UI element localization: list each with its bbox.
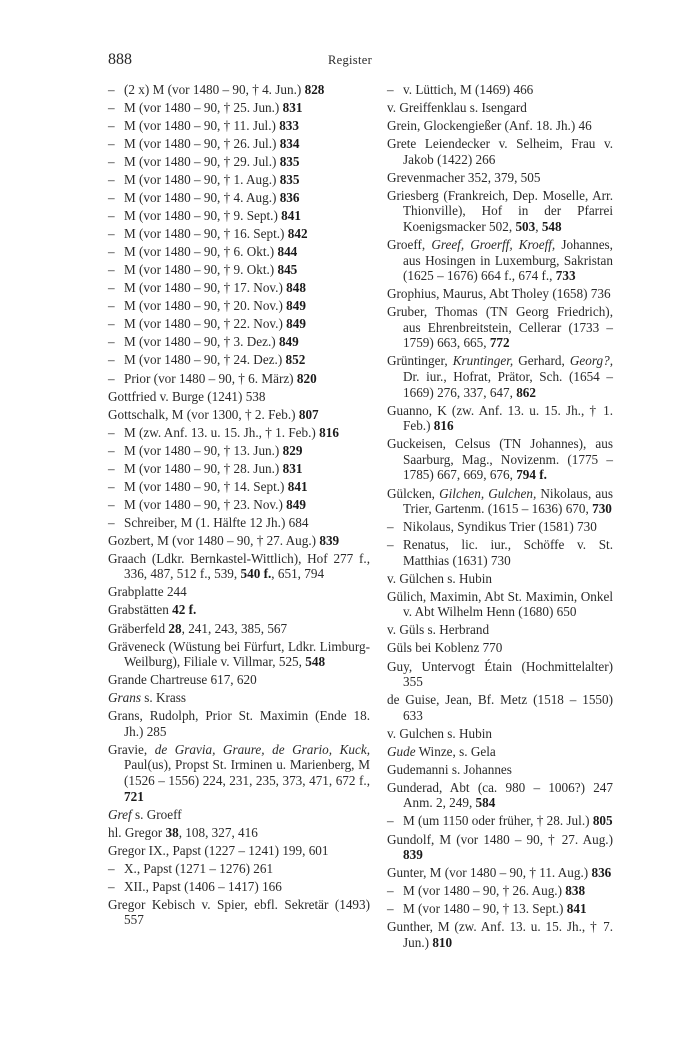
entry-text: v. Lüttich, M (1469) 466 (403, 82, 534, 97)
entry-text: s. Groeff (131, 806, 182, 822)
page-ref-bold: 733 (555, 268, 576, 284)
subentry-dash: – (108, 878, 115, 894)
index-subentry (108, 425, 370, 441)
entry-text: hl. Gregor (108, 824, 166, 840)
page-ref-bold: 836 (591, 865, 612, 881)
index-entry (108, 584, 370, 600)
page-ref-bold: 816 (319, 424, 339, 440)
entry-text: Gundolf, M (vor 1480 – 90, † 27. Aug.) (387, 831, 613, 847)
index-entry (387, 919, 613, 950)
entry-text: Gottfried v. Burge (1241) 538 (108, 388, 266, 404)
entry-text: Gerhard, (513, 353, 570, 369)
page-ref-bold: 816 (433, 418, 454, 434)
index-subentry (108, 479, 370, 495)
index-subentry (108, 371, 370, 387)
entry-text: Nikolaus, aus Trier, Gartenm. (1615 – 1636) 670, (403, 485, 613, 517)
page-ref-bold: 848 (286, 280, 306, 296)
page-ref-bold: 841 (287, 478, 308, 494)
index-subentry (108, 497, 370, 513)
entry-text: M (um 1150 oder früher, † 28. Jul.) (403, 813, 593, 829)
page-ref-bold: 852 (285, 352, 306, 368)
index-entry (108, 897, 370, 928)
entry-text: Gräveneck (Wüstung bei Fürfurt, Ldkr. Limburg-Weilburg), Filiale v. Villmar, 525, (108, 638, 370, 670)
page-ref-bold: 730 (592, 501, 612, 517)
index-entry (387, 659, 613, 690)
entry-text: (2 x) M (vor 1480 – 90, † 4. Jun.) (124, 82, 305, 97)
index-subentry (108, 298, 370, 314)
page-ref-bold: 842 (287, 226, 308, 242)
index-entry (387, 486, 613, 517)
index-subentry (387, 901, 613, 917)
page-ref-bold: 833 (279, 118, 299, 134)
variant-name: Gilchen, Gulchen, (439, 485, 537, 501)
entry-text: M (vor 1480 – 90, † 26. Jul.) (124, 136, 280, 152)
index-entry (108, 843, 370, 859)
subentry-dash: – (108, 298, 115, 314)
index-entry (387, 865, 613, 881)
entry-text: Paul(us), Propst St. Irminen u. Marienberg, M (1526 – 1556) 224, 231, 235, 373, 471, 672 f., (124, 757, 370, 789)
index-entry (387, 692, 613, 723)
entry-text: M (vor 1480 – 90, † 28. Jun.) (124, 460, 283, 476)
page-ref-bold: 838 (565, 883, 586, 899)
entry-text: Grabplatte 244 (108, 584, 187, 600)
index-entry (387, 571, 613, 587)
index-subentry (108, 352, 370, 368)
entry-text: M (vor 1480 – 90, † 1. Aug.) (124, 172, 280, 188)
entry-text: Schreiber, M (1. Hälfte 12 Jh.) 684 (124, 514, 309, 530)
entry-text: M (vor 1480 – 90, † 6. Okt.) (124, 244, 278, 260)
subentry-dash: – (108, 370, 115, 386)
entry-text: Gottschalk, M (vor 1300, † 2. Feb.) (108, 406, 299, 422)
entry-text: Prior (vor 1480 – 90, † 6. März) (124, 370, 297, 386)
index-entry (108, 742, 370, 804)
page-ref-bold: 844 (277, 244, 298, 260)
entry-text: M (vor 1480 – 90, † 25. Jun.) (124, 100, 283, 116)
entry-text: Griesberg (Frankreich, Dep. Moselle, Arr. Thionville), Hof in der Pfarrei Koenigsmacker 502, (387, 187, 613, 234)
subentry-dash: – (108, 442, 115, 458)
index-subentry (108, 861, 370, 877)
index-subentry (108, 136, 370, 152)
index-entry (387, 237, 613, 284)
subentry-dash: – (108, 100, 115, 116)
subentry-dash: – (387, 537, 394, 553)
entry-text: Grevenmacher 352, 379, 505 (387, 169, 541, 185)
page-ref-bold: 28 (168, 620, 182, 636)
subentry-dash: – (108, 478, 115, 494)
subentry-dash: – (108, 460, 115, 476)
variant-name: Grans (108, 690, 141, 706)
variant-name: Gref (108, 806, 132, 822)
entry-text: Winze, s. Gela (415, 743, 496, 759)
page-ref-bold: 540 f. (240, 566, 272, 582)
subentry-dash: – (108, 172, 115, 188)
index-subentry (108, 82, 370, 98)
entry-text: Gülcken, (387, 485, 440, 501)
page-ref-bold: 849 (286, 496, 306, 512)
index-entry (108, 533, 370, 549)
subentry-dash: – (108, 280, 115, 296)
index-entry (108, 602, 370, 618)
page-ref-bold: 584 (475, 795, 496, 811)
index-subentry (108, 461, 370, 477)
subentry-dash: – (108, 154, 115, 170)
entry-text: Grein, Glockengießer (Anf. 18. Jh.) 46 (387, 118, 592, 134)
page-ref-bold: 829 (282, 442, 303, 458)
entry-text: , 651, 794 (271, 566, 325, 582)
index-subentry (108, 226, 370, 242)
page-ref-bold: 772 (489, 335, 510, 351)
entry-text: Dr. iur., Hofrat, Prätor, Sch. (1654 – 1669) 276, 337, 647, (403, 369, 613, 400)
index-entry (387, 744, 613, 760)
entry-text: v. Gülchen s. Hubin (387, 570, 492, 586)
subentry-dash: – (108, 208, 115, 224)
entry-text: Grophius, Maurus, Abt Tholey (1658) 736 (387, 286, 611, 302)
page-ref-bold: 828 (304, 82, 325, 97)
index-subentry (108, 190, 370, 206)
index-subentry (387, 82, 613, 98)
entry-text: Güls bei Koblenz 770 (387, 640, 503, 656)
page-ref-bold: 836 (279, 190, 300, 206)
entry-text: X., Papst (1271 – 1276) 261 (124, 860, 274, 876)
page-ref-bold: 841 (566, 901, 587, 917)
index-entry (108, 807, 370, 823)
entry-text: Gregor Kebisch v. Spier, ebfl. Sekretär (1493) 557 (108, 896, 370, 928)
subentry-dash: – (108, 262, 115, 278)
entry-text: M (vor 1480 – 90, † 9. Okt.) (124, 262, 278, 278)
entry-text: M (vor 1480 – 90, † 20. Nov.) (124, 298, 287, 314)
entry-text: M (vor 1480 – 90, † 4. Aug.) (124, 190, 280, 206)
entry-text: Johannes, aus Hosingen in Luxemburg, Sakristan (1625 – 1676) 664 f., 674 f., (403, 236, 613, 284)
page-ref-bold: 849 (286, 298, 306, 314)
index-entry (387, 762, 613, 778)
entry-text: Gülich, Maximin, Abt St. Maximin, Onkel v. Abt Wilhelm Henn (1680) 650 (387, 588, 613, 620)
entry-text: , (535, 218, 542, 234)
page-ref-bold: 820 (296, 370, 317, 386)
variant-name: Greef, Groerff, Kroeff, (431, 236, 556, 252)
entry-text: Grabstätten (108, 602, 173, 618)
subentry-dash: – (108, 118, 115, 134)
entry-text: Gregor IX., Papst (1227 – 1241) 199, 601 (108, 842, 329, 858)
entry-text: Grüntinger, (387, 353, 453, 369)
entry-text: M (vor 1480 – 90, † 9. Sept.) (124, 208, 282, 224)
entry-text: Guy, Untervogt Étain (Hochmittelalter) 355 (387, 658, 613, 690)
entry-text: M (vor 1480 – 90, † 14. Sept.) (124, 478, 288, 494)
index-entry (108, 639, 370, 670)
index-subentry (108, 443, 370, 459)
entry-text: M (vor 1480 – 90, † 29. Jul.) (124, 154, 280, 170)
entry-text: Gruber, Thomas (TN Georg Friedrich), aus Ehrenbreitstein, Cellerar (1733 – 1759) 663, 665, (387, 304, 613, 351)
index-entry (387, 832, 613, 863)
entry-text: Grete Leiendecker v. Selheim, Frau v. Jakob (1422) 266 (387, 136, 613, 167)
index-subentry (108, 172, 370, 188)
page-ref-bold: 849 (278, 334, 299, 350)
index-subentry (387, 813, 613, 829)
index-entry (108, 621, 370, 637)
index-entry (108, 407, 370, 423)
index-subentry (108, 154, 370, 170)
entry-text: Gravie, (108, 741, 155, 757)
subentry-dash: – (108, 136, 115, 152)
index-entry (108, 389, 370, 405)
index-subentry (108, 515, 370, 531)
entry-text: M (vor 1480 – 90, † 16. Sept.) (124, 226, 288, 242)
page-ref-bold: 548 (305, 654, 326, 670)
entry-text: Gunther, M (zw. Anf. 13. u. 15. Jh., † 7. Jun.) (387, 919, 613, 950)
index-subentry (387, 519, 613, 535)
entry-text: Nikolaus, Syndikus Trier (1581) 730 (403, 519, 597, 535)
page-ref-bold: 805 (592, 813, 613, 829)
index-entry (387, 118, 613, 134)
entry-text: Gozbert, M (vor 1480 – 90, † 27. Aug.) (108, 532, 320, 548)
index-entry (108, 690, 370, 706)
entry-text: Gunter, M (vor 1480 – 90, † 11. Aug.) (387, 865, 592, 881)
entry-text: Graach (Ldkr. Bernkastel-Wittlich), Hof 277 f., 336, 487, 512 f., 539, (108, 550, 370, 582)
page-ref-bold: 839 (403, 847, 423, 863)
entry-text: XII., Papst (1406 – 1417) 166 (124, 878, 282, 894)
entry-text: Gräberfeld (108, 620, 169, 636)
index-subentry (108, 334, 370, 350)
entry-text: Groeff, (387, 236, 432, 252)
subentry-dash: – (387, 813, 394, 829)
index-subentry (108, 100, 370, 116)
entry-text: M (vor 1480 – 90, † 24. Dez.) (124, 352, 286, 368)
index-entry (387, 403, 613, 434)
index-subentry (108, 262, 370, 278)
entry-text: M (vor 1480 – 90, † 26. Aug.) (403, 883, 566, 899)
subentry-dash: – (108, 352, 115, 368)
subentry-dash: – (108, 334, 115, 350)
subentry-dash: – (108, 860, 115, 876)
entry-text: M (vor 1480 – 90, † 23. Nov.) (124, 496, 287, 512)
index-entry (387, 436, 613, 483)
subentry-dash: – (108, 316, 115, 332)
index-column-left (108, 82, 370, 930)
entry-text: Gudemanni s. Johannes (387, 761, 512, 777)
subentry-dash: – (387, 883, 394, 899)
index-subentry (108, 208, 370, 224)
index-entry (108, 825, 370, 841)
entry-text: M (vor 1480 – 90, † 17. Nov.) (124, 280, 287, 296)
subentry-dash: – (108, 226, 115, 242)
index-entry (108, 708, 370, 739)
index-entry (387, 304, 613, 351)
page-ref-bold: 862 (516, 384, 536, 400)
page-ref-bold: 38 (165, 824, 179, 840)
index-subentry (387, 537, 613, 568)
entry-text: M (vor 1480 – 90, † 11. Jul.) (124, 118, 280, 134)
variant-name: de Gravia, Graure, de Grario, Kuck, (154, 741, 370, 757)
subentry-dash: – (108, 514, 115, 530)
subentry-dash: – (387, 82, 394, 97)
entry-text: Renatus, lic. iur., Schöffe v. St. Matthias (1631) 730 (403, 537, 613, 568)
index-entry (387, 589, 613, 620)
index-entry (387, 622, 613, 638)
entry-text: Guckeisen, Celsus (TN Johannes), aus Saarburg, Mag., Novizenm. (1775 – 1785) 667, 669, 676, (387, 436, 613, 483)
index-column-right (387, 82, 613, 953)
subentry-dash: – (387, 519, 394, 535)
entry-text: Gunderad, Abt (ca. 980 – 1006?) 247 Anm. 2, 249, (387, 779, 613, 811)
index-subentry (108, 280, 370, 296)
page-ref-bold: 503 (515, 218, 536, 234)
index-subentry (108, 244, 370, 260)
entry-text: M (vor 1480 – 90, † 3. Dez.) (124, 334, 279, 350)
page-ref-bold: 548 (541, 218, 562, 234)
running-head: Register (327, 53, 373, 67)
entry-text: M (vor 1480 – 90, † 13. Jun.) (124, 442, 283, 458)
page-ref-bold: 794 f. (516, 467, 547, 483)
index-subentry (108, 316, 370, 332)
page-ref-bold: 839 (319, 532, 340, 548)
index-entry (387, 188, 613, 235)
page-number: 888 (108, 51, 132, 68)
subentry-dash: – (108, 190, 115, 206)
subentry-dash: – (108, 244, 115, 260)
index-entry (387, 640, 613, 656)
page-ref-bold: 841 (281, 208, 301, 224)
index-subentry (387, 883, 613, 899)
index-entry (387, 726, 613, 742)
variant-name: Georg?, (569, 353, 613, 369)
page-ref-bold: 849 (286, 316, 306, 332)
page-ref-bold: 834 (279, 136, 300, 152)
entry-text: v. Güls s. Herbrand (387, 622, 490, 638)
variant-name: Gude (387, 743, 416, 759)
page-ref-bold: 831 (282, 100, 303, 116)
index-entry (387, 286, 613, 302)
page-ref-bold: 810 (432, 934, 453, 950)
subentry-dash: – (387, 901, 394, 917)
entry-text: M (vor 1480 – 90, † 22. Nov.) (124, 316, 287, 332)
entry-text: M (vor 1480 – 90, † 13. Sept.) (403, 901, 567, 917)
index-subentry (108, 118, 370, 134)
entry-text: M (zw. Anf. 13. u. 15. Jh., † 1. Feb.) (124, 424, 320, 440)
page-ref-bold: 721 (124, 788, 144, 804)
page-ref-bold: 807 (298, 406, 319, 422)
entry-text: s. Krass (140, 690, 187, 706)
entry-text: de Guise, Jean, Bf. Metz (1518 – 1550) 633 (387, 692, 613, 723)
entry-text: Grande Chartreuse 617, 620 (108, 672, 257, 688)
subentry-dash: – (108, 496, 115, 512)
entry-text: v. Greiffenklau s. Isengard (387, 100, 527, 116)
subentry-dash: – (108, 82, 115, 97)
page-ref-bold: 831 (282, 460, 303, 476)
index-entry (387, 780, 613, 811)
entry-text: Guanno, K (zw. Anf. 13. u. 15. Jh., † 1. Feb.) (387, 402, 613, 434)
entry-text: , 241, 243, 385, 567 (181, 620, 288, 636)
subentry-dash: – (108, 424, 115, 440)
variant-name: Kruntinger, (452, 353, 514, 369)
index-entry (108, 551, 370, 582)
entry-text: v. Gulchen s. Hubin (387, 725, 492, 741)
index-entry (387, 100, 613, 116)
index-entry (387, 136, 613, 167)
index-subentry (108, 879, 370, 895)
index-entry (387, 170, 613, 186)
page-ref-bold: 835 (279, 154, 300, 170)
index-entry (108, 672, 370, 688)
page-ref-bold: 835 (279, 172, 300, 188)
index-entry (387, 353, 613, 400)
page-ref-bold: 42 f. (172, 602, 197, 618)
entry-text: , 108, 327, 416 (178, 824, 258, 840)
page-ref-bold: 845 (277, 262, 298, 278)
entry-text: Grans, Rudolph, Prior St. Maximin (Ende 18. Jh.) 285 (108, 708, 370, 739)
